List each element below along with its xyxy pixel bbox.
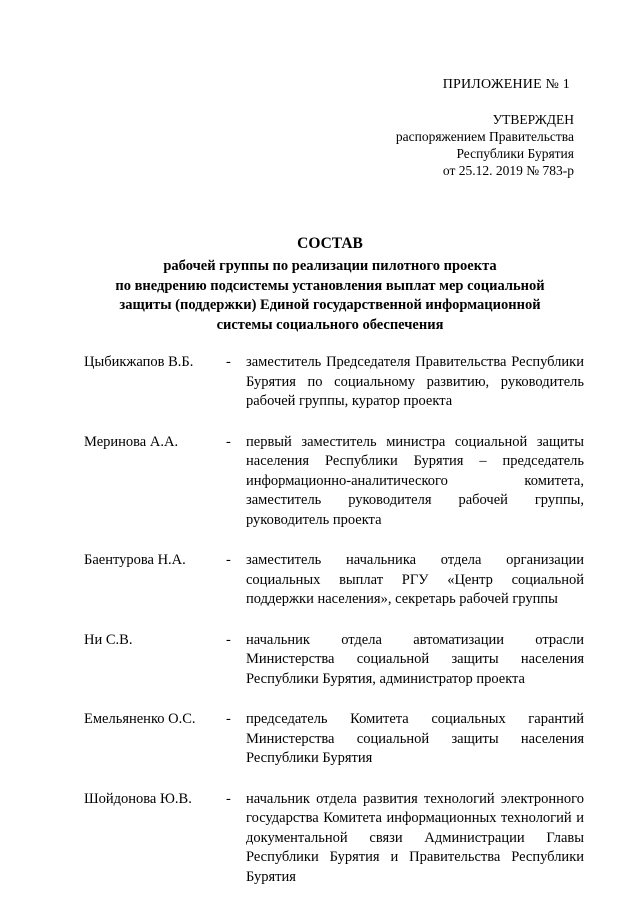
member-name: Баентурова Н.А. — [84, 552, 186, 568]
approval-block — [396, 111, 574, 179]
member-dash: - — [226, 552, 231, 568]
subtitle-line: защиты (поддержки) Единой государственной информационной — [119, 297, 541, 313]
member-role: заместитель начальника отдела организации социальных выплат РГУ «Центр социальной поддержки населения», секретарь рабочей группы — [246, 552, 584, 607]
member-row — [84, 433, 584, 531]
title-block — [80, 234, 580, 335]
appendix-label: ПРИЛОЖЕНИЕ № 1 — [442, 77, 570, 92]
member-role: заместитель Председателя Правительства Республики Бурятия по социальному развитию, руководитель рабочей группы, куратор проекта — [246, 354, 584, 409]
approval-authority: распоряжением Правительства — [395, 129, 574, 144]
member-name: Емельяненко О.С. — [84, 711, 196, 727]
member-role: начальник отдела развития технологий электронного государства Комитета информационных технологий и документальной связи Администрации Главы Республики Бурятия и Правительства Республики Бурятия — [246, 790, 584, 885]
member-role: начальник отдела автоматизации отрасли Министерства социальной защиты населения Республики Бурятия, администратор проекта — [246, 631, 584, 687]
member-dash: - — [226, 354, 231, 370]
approval-date-number: от 25.12. 2019 № 783-р — [442, 163, 574, 178]
member-row — [84, 790, 584, 888]
member-dash: - — [226, 790, 231, 807]
member-role: первый заместитель министра социальной защиты населения Республики Бурятия – председатель информационно-аналитического комитета, заместитель руководителя рабочей группы, руководитель проекта — [246, 433, 584, 528]
document-title: СОСТАВ — [297, 235, 363, 252]
member-dash: - — [226, 711, 231, 727]
member-name: Ни С.В. — [84, 631, 133, 648]
subtitle-line: рабочей группы по реализации пилотного проекта — [163, 258, 497, 274]
member-name: Меринова А.А. — [84, 433, 179, 450]
subtitle-line: системы социального обеспечения — [216, 316, 444, 333]
member-dash: - — [226, 631, 231, 648]
member-row — [84, 551, 584, 610]
approval-status: УТВЕРЖДЕН — [492, 112, 574, 127]
member-row — [84, 631, 584, 690]
member-dash: - — [226, 433, 231, 450]
member-list — [84, 353, 584, 908]
subtitle-line: по внедрению подсистемы установления выплат мер социальной — [115, 277, 545, 294]
member-role: председатель Комитета социальных гарантий Министерства социальной защиты населения Республики Бурятия — [246, 711, 584, 766]
member-name: Цыбикжапов В.Б. — [84, 354, 194, 370]
document-subtitle — [80, 257, 580, 335]
member-name: Шойдонова Ю.В. — [84, 790, 192, 807]
member-row — [84, 353, 584, 412]
approval-authority-region: Республики Бурятия — [456, 146, 574, 161]
member-row — [84, 710, 584, 769]
